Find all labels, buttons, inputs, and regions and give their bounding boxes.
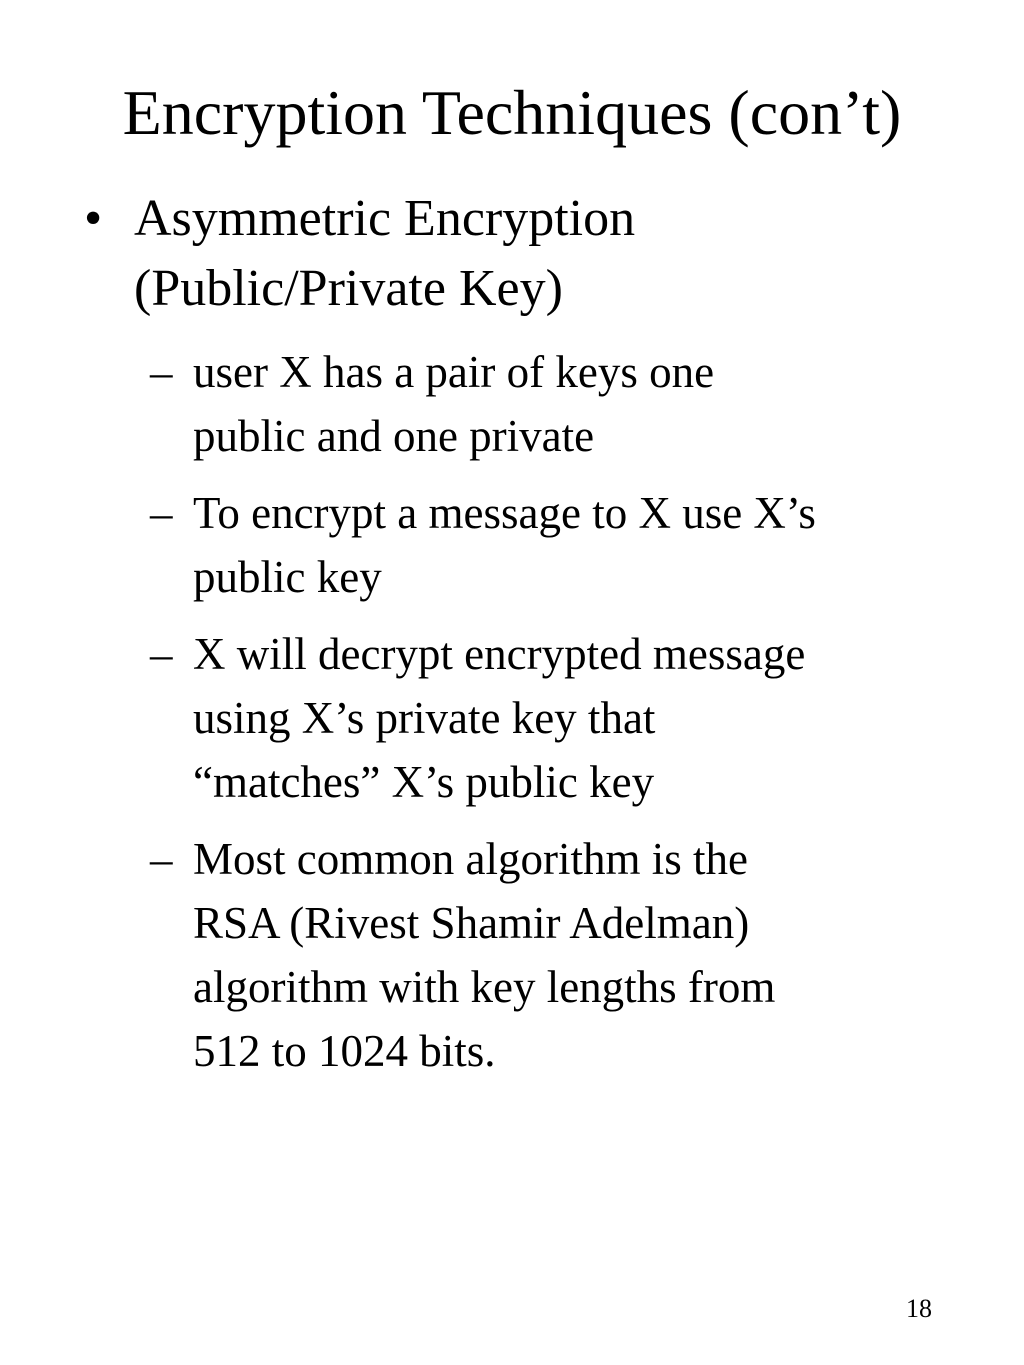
main-bullet-line: (Public/Private Key) (134, 260, 563, 317)
sub-bullet-line: “matches” X’s public key (193, 757, 655, 807)
sub-bullet-item (150, 622, 950, 814)
sub-bullet-line: RSA (Rivest Shamir Adelman) (193, 898, 750, 948)
sub-bullet-line: 512 to 1024 bits. (193, 1026, 496, 1076)
sub-bullet-line: public and one private (193, 411, 595, 461)
sub-bullet-item (150, 481, 950, 609)
sub-bullet-line: user X has a pair of keys one (193, 347, 715, 397)
slide-title: Encryption Techniques (con’t) (122, 77, 902, 148)
sub-bullet-line: To encrypt a message to X use X’s (193, 488, 816, 538)
sub-bullet-line: using X’s private key that (193, 693, 656, 743)
sub-bullet-line: public key (193, 552, 382, 602)
sub-bullet-item (150, 827, 950, 1083)
sub-bullet-line: X will decrypt encrypted message (193, 629, 806, 679)
bullet-marker: • (84, 190, 103, 247)
page-number: 18 (906, 1294, 932, 1323)
main-bullet-text (134, 184, 954, 324)
sub-bullet-line: algorithm with key lengths from (193, 962, 776, 1012)
main-bullet-line: Asymmetric Encryption (134, 190, 636, 247)
dash-marker: – (150, 347, 173, 397)
sub-bullet-item (150, 340, 950, 468)
sub-bullet-line: Most common algorithm is the (193, 834, 748, 884)
dash-marker: – (150, 834, 173, 884)
sub-bullet-list (150, 340, 950, 1096)
dash-marker: – (150, 488, 173, 538)
dash-marker: – (150, 629, 173, 679)
